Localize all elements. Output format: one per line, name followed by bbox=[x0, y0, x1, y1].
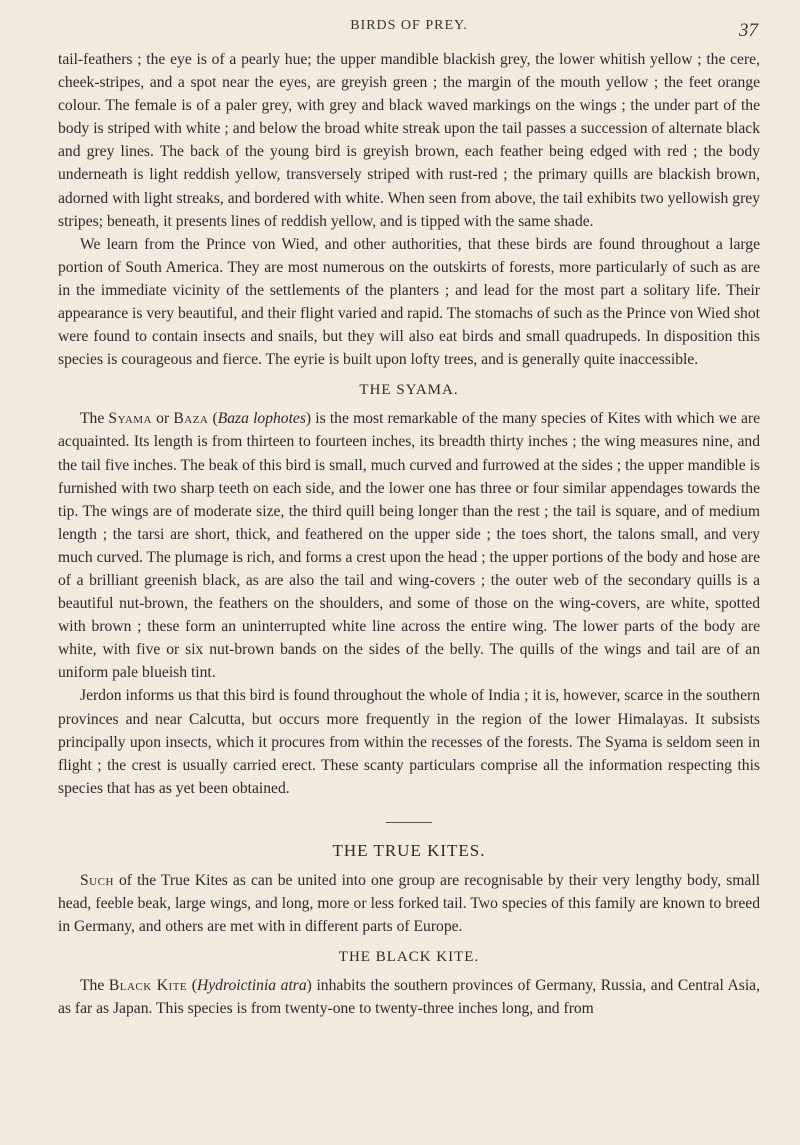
paragraph-black-kite bbox=[58, 974, 760, 1020]
section-divider bbox=[386, 822, 432, 823]
text-the: The bbox=[80, 410, 109, 428]
paragraph-falcon-plumage: tail-feathers ; the eye is of a pearly hue; the upper mandible blackish grey, the lower whitish yellow ; the cere, cheek-stripes, and a spot near the eyes, are greyish green ; the margin of the mouth yellow ; the feet orange colour. The female is of a paler grey, with grey and black waved markings on the wings ; the under part of the body is striped with white ; and below the broad white streak upon the tail passes a succession of alternate black and grey lines. The back of the young bird is greyish brown, each feather being edged with red ; the body underneath is light reddish yellow, transversely striped with rust-red ; the primary quills are blackish brown, adorned with light streaks, and bordered with white. When seen from above, the tail exhibits two yellowish grey stripes; beneath, it presents lines of reddish yellow, and is tipped with the same shade. bbox=[58, 51, 760, 230]
paragraph-falcon-range: We learn from the Prince von Wied, and other authorities, that these birds are found throughout a large portion of South America. They are most numerous on the outskirts of forests, more particularly of such as are in the immediate vicinity of the settlements of the planters ; and lead for the most part a solitary life. Their appearance is very beautiful, and their flight varied and rapid. The stomachs of such as the Prince von Wied shot were found to contain insects and snails, but they will also eat birds and small quadrupeds. In disposition this species is courageous and fierce. The eyrie is built upon lofty trees, and is generally quite inaccessible. bbox=[58, 235, 760, 369]
close-paren-2: ) bbox=[306, 977, 312, 995]
text-or: or bbox=[152, 410, 174, 428]
latin-name-hydroictinia-atra: Hydroictinia atra bbox=[196, 977, 307, 995]
species-name-black-kite: Black Kite bbox=[108, 977, 188, 995]
lead-word-such: Such bbox=[80, 871, 114, 889]
text-the-2: The bbox=[80, 977, 109, 995]
running-head bbox=[58, 18, 760, 48]
page-number: 37 bbox=[739, 20, 758, 41]
open-paren: ( bbox=[212, 410, 218, 428]
syama-description-text: is the most remarkable of the many species of Kites with which we are acquainted. Its length is from thirteen to fourteen inches, its breadth thirty inches ; the wing measures nine, and the tail five inches. The beak of this bird is small, much curved and furrowed at the sides ; the upper mandible is furnished with two sharp teeth on each side, and the lower one has three or four similar appendages towards the tip. The wings are of moderate size, the third quill being longer than the rest ; the tail is square, and of medium length ; the tarsi are short, thick, and feathered on the upper side ; the toes short, the talons small, and very much curved. The plumage is rich, and forms a crest upon the head ; the upper portions of the body and hose are of a brilliant greenish black, as are also the tail and wing-covers ; the outer web of the secondary quills is a beautiful nut-brown, the feathers on the shoulders, and some of those on the wing-covers, are white, spotted with brown ; these form an uninterrupted white line across the entire wing. The lower parts of the body are white, with five or six nut-brown bands on the sides of the belly. The quills of the wings and tail are of an uniform pale blueish tint. bbox=[58, 410, 760, 682]
latin-name-baza-lophotes: Baza lophotes bbox=[217, 410, 306, 428]
black-kite-text: inhabits the southern provinces of Germany, Russia, and Central Asia, as far as Japan. This species is from twenty-one to twenty-three inches long, and from bbox=[58, 977, 760, 1018]
species-name-baza: Baza bbox=[173, 410, 209, 428]
heading-the-black-kite: THE BLACK KITE. bbox=[338, 949, 480, 966]
running-title: BIRDS OF PREY. bbox=[350, 18, 468, 33]
paragraph-syama-description bbox=[58, 407, 760, 684]
heading-the-syama: THE SYAMA. bbox=[359, 382, 459, 399]
close-paren: ) bbox=[305, 410, 312, 428]
true-kites-text: of the True Kites as can be united into one group are recognisable by their very lengthy body, small head, feeble beak, large wings, and long, more or less forked tail. Two species of this family are known to breed in Germany, and others are met with in different parts of Europe. bbox=[58, 871, 760, 936]
heading-the-true-kites: THE TRUE KITES. bbox=[332, 840, 486, 860]
open-paren-2: ( bbox=[191, 977, 197, 995]
species-name-syama: Syama bbox=[108, 410, 152, 428]
paragraph-syama-range: Jerdon informs us that this bird is found throughout the whole of India ; it is, however, scarce in the southern provinces and near Calcutta, but occurs more frequently in the region of the lower Himalayas. It subsists principally upon insects, which it procures from within the recesses of the forests. The Syama is seldom seen in flight ; the crest is usually carried erect. These scanty particulars comprise all the information respecting this species that has as yet been obtained. bbox=[58, 687, 760, 797]
paragraph-true-kites bbox=[58, 869, 760, 938]
